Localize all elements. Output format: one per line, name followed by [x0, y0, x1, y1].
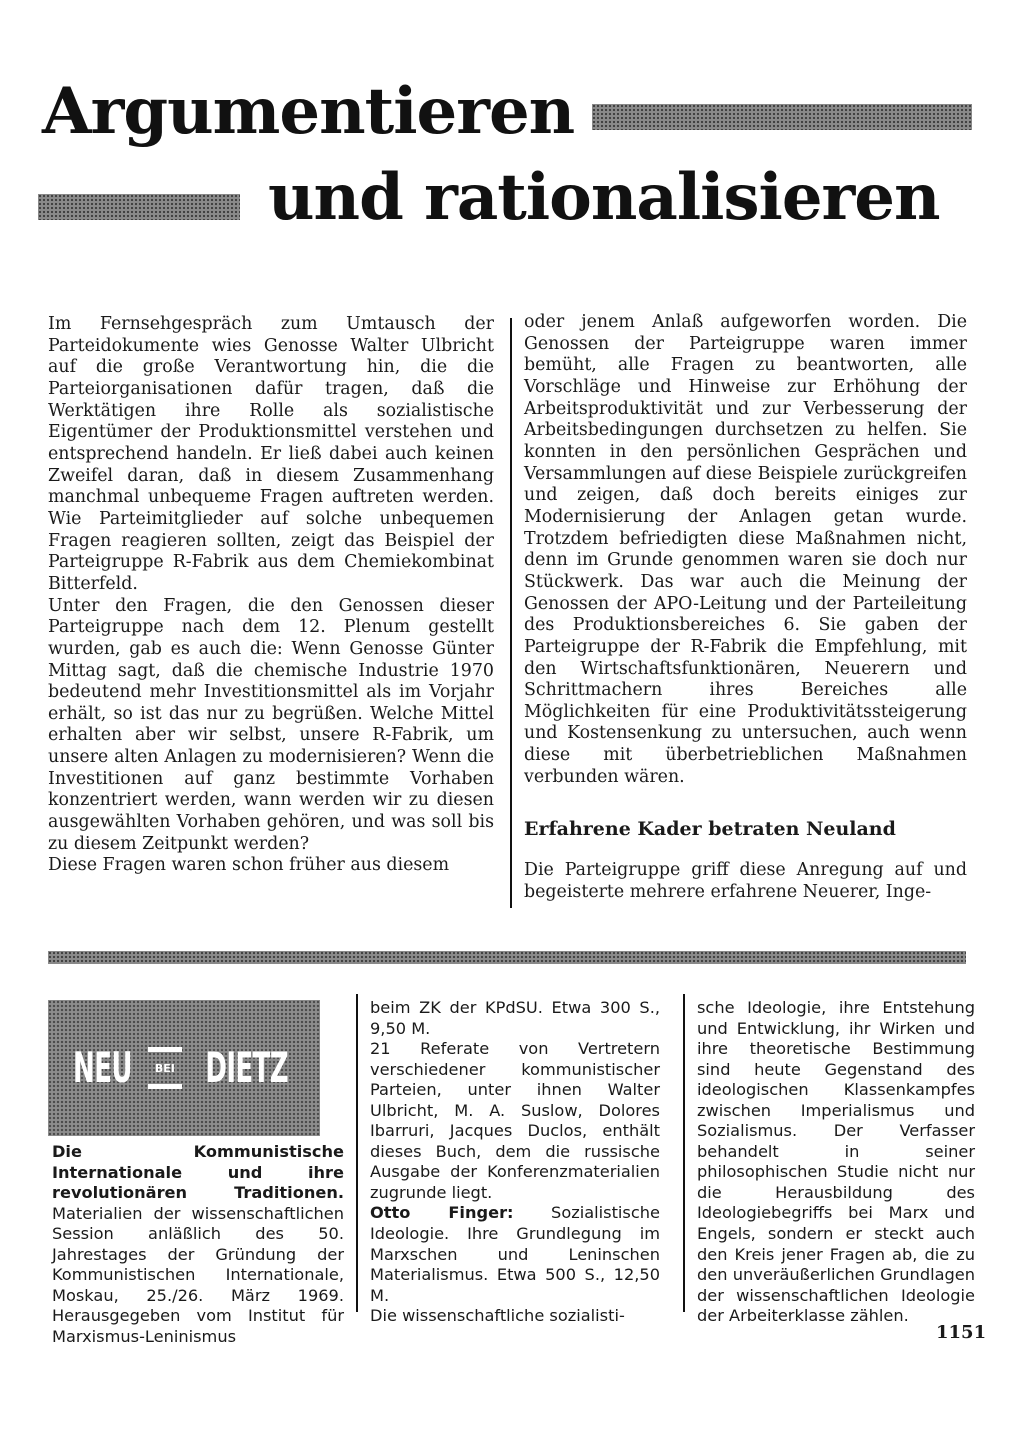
book-description: Die wissenschaftliche sozialisti- [370, 1306, 625, 1326]
section-separator [48, 951, 966, 964]
halftone-bar-left [38, 194, 240, 220]
article-subheading: Erfahrene Kader betraten Neuland [524, 818, 896, 840]
column-divider [510, 318, 512, 908]
promo-column-2 [370, 998, 660, 1327]
logo-word-bei: BEI [154, 1061, 175, 1075]
article-column-1 [48, 314, 494, 877]
article-paragraph: Unter den Fragen, die den Genossen dieser Parteigruppe nach dem 12. Plenum gestellt wurden, gab es auch die: Wenn Genosse Günter Mittag sagt, daß die chemische Industrie 1970 bedeutend mehr Investitionsmittel als im Vorjahr erhält, so ist das nur zu begrüßen. Welche Mittel erhalten aber wir selbst, unsere R-Fabrik, um unsere alten Anlagen zu modernisieren? Wenn die Investitionen auf ganz bestimmte Vorhaben konzentriert werden, wann werden wir zu diesen ausgewählten Vorhaben gehören, und was soll bis zu diesem Zeitpunkt werden? [48, 595, 494, 854]
book-description: 21 Referate von Vertretern verschiedener kommunistischer Parteien, unter ihnen Walter Ulbricht, M. A. Suslow, Dolores Ibarruri, Jacques Duclos, enthält dieses Buch, dem die russische Ausgabe der Konferenzmaterialien zugrunde liegt. [370, 1039, 660, 1202]
headline-line-1: Argumentieren [42, 74, 575, 149]
logo-word-neu: NEU [72, 1043, 132, 1092]
logo-bar-top [148, 1047, 182, 1052]
headline-line-2: und rationalisieren [268, 160, 940, 235]
article-column-2-continued [524, 860, 967, 903]
page-number: 1151 [936, 1322, 987, 1343]
promo-column-3 [697, 998, 975, 1327]
book-description-continued: sche Ideologie, ihre Entstehung und Entwicklung, ihr Wirken und ihre theoretische Bestimmung sind heute Gegenstand des ideologischen Klassenkampfes zwischen Imperialismus und Sozialismus. Der Verfasser behandelt in seiner philosophischen Studie nicht nur die Herausbildung des Ideologiebegriffs bei Marx und Engels, sondern er steckt auch den Kreis jener Fragen ab, die zu den unveräußerlichen Grundlagen der wissenschaftlichen Ideologie der Arbeiterklasse zählen. [697, 998, 975, 1326]
book-title: Die Kommunistische Internationale und ihre revolutionären Traditionen. [52, 1142, 344, 1203]
book-details-continued: beim ZK der KPdSU. Etwa 300 S., 9,50 M. [370, 998, 660, 1038]
book-details: Materialien der wissenschaftlichen Session anläßlich des 50. Jahrestages der Gründung der Kommunistischen Internationale, Moskau, 25./26. März 1969. Herausgegeben vom Institut für Marxismus-Leninismus [52, 1203, 344, 1346]
article-paragraph: oder jenem Anlaß aufgeworfen worden. Die Genossen der Parteigruppe waren immer bemüht, alle Fragen zu beantworten, alle Vorschläge und Hinweise zur Erhöhung der Arbeitsproduktivität und zur Verbesserung der Arbeitsbedingungen durchsetzen zu helfen. Sie konnten in den persönlichen Gesprächen und Versammlungen auf diese Beispiele zurückgreifen und zeigen, daß doch bereits einiges zur Modernisierung der Anlagen getan wurde. Trotzdem befriedigten diese Maßnahmen nicht, denn im Grunde genommen waren sie doch nur Stückwerk. Das war auch die Meinung der Genossen der APO-Leitung und der Parteileitung des Produktionsbereiches 6. Sie gaben der Parteigruppe der R-Fabrik die Empfehlung, mit den Wirtschaftsfunktionären, Neuerern und Schrittmachern ihres Bereiches alle Möglichkeiten für eine Produktivitätssteigerung und Kostensenkung zu untersuchen, auch wenn diese mit überbetrieblichen Maßnahmen verbunden wären. [524, 312, 967, 787]
book-entry [370, 1203, 660, 1306]
article-paragraph: Diese Fragen waren schon früher aus diesem [48, 855, 450, 876]
logo-word-dietz: DIETZ [205, 1043, 288, 1092]
book-entry [52, 1142, 344, 1347]
promo-divider-1 [356, 994, 358, 1312]
article-paragraph: Die Parteigruppe griff diese Anregung auf und begeisterte mehrere erfahrene Neuerer, Inge- [524, 860, 967, 902]
promo-divider-2 [683, 994, 685, 1312]
neu-bei-dietz-logo [48, 1000, 320, 1136]
halftone-bar-top [592, 104, 972, 130]
promo-column-1 [52, 1142, 344, 1347]
article-column-2 [524, 312, 967, 788]
book-author: Otto Finger: [370, 1203, 514, 1223]
book-details: Sozialistische Ideologie. Ihre Grundlegung im Marxschen und Leninschen Materialismus. Etwa 500 S., 12,50 M. [370, 1203, 660, 1305]
logo-middle [148, 1047, 182, 1089]
logo-bar-bottom [148, 1084, 182, 1089]
article-paragraph: Im Fernsehgespräch zum Umtausch der Parteidokumente wies Genosse Walter Ulbricht auf die große Verantwortung hin, die die Parteiorganisationen dafür tragen, daß die Werktätigen ihre Rolle als sozialistische Eigentümer der Produktionsmittel verstehen und entsprechend handeln. Er ließ dabei auch keinen Zweifel daran, daß in diesem Zusammenhang manchmal unbequeme Fragen auftreten werden. Wie Parteimitglieder auf solche unbequemen Fragen reagieren sollten, zeigt das Beispiel der Parteigruppe R-Fabrik aus dem Chemiekombinat Bitterfeld. [48, 314, 494, 594]
